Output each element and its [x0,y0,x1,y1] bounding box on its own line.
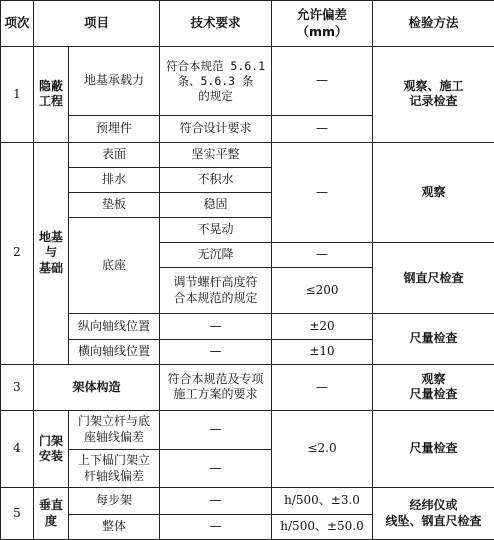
seq-cell: 5 [1,488,34,540]
method-cell: 尺量检查 [373,410,494,488]
requirement-cell: — [160,410,272,449]
seq-cell: 2 [1,142,34,364]
requirement-cell: 不晃动 [160,218,272,243]
requirement-cell: 符合本规范 5.6.1 条、5.6.3 条 的规定 [160,47,272,116]
item-cell: 底座 [69,218,160,314]
item-cell: 门架立杆与底 座轴线偏差 [69,410,160,449]
header-tolerance: 允许偏差 （mm） [272,1,373,47]
header-item: 项目 [34,1,160,47]
tolerance-cell: ±20 [272,314,373,339]
table-row [1,410,494,449]
header-row [1,1,494,47]
tolerance-cell: — [272,47,373,116]
table-row [1,47,494,116]
tolerance-cell: — [272,142,373,243]
item-cell: 横向轴线位置 [69,339,160,364]
item-cell: 预埋件 [69,116,160,142]
requirement-cell: 不积水 [160,167,272,192]
item-cell: 地基承载力 [69,47,160,116]
tolerance-cell: h/500、±50.0 [272,514,373,539]
table-row [1,488,494,514]
item-cell: 架体构造 [34,364,160,410]
requirement-cell: — [160,514,272,539]
tolerance-cell: h/500、±3.0 [272,488,373,514]
item-cell: 排水 [69,167,160,192]
item-cell: 整体 [69,514,160,539]
method-cell: 经纬仪或 线坠、钢直尺检查 [373,488,494,540]
group-cell: 隐蔽 工程 [34,47,69,142]
requirement-cell: 调节螺杆高度符 合本规范的规定 [160,268,272,314]
tolerance-cell: — [272,243,373,268]
requirement-cell: 符合设计要求 [160,116,272,142]
item-cell: 每步架 [69,488,160,514]
table-row [1,142,494,167]
tolerance-cell: — [272,116,373,142]
item-cell: 表面 [69,142,160,167]
requirement-cell: 坚实平整 [160,142,272,167]
seq-cell: 3 [1,364,34,410]
tolerance-cell: ±10 [272,339,373,364]
header-seq: 项次 [1,1,34,47]
table-row [1,364,494,410]
requirement-cell: 稳固 [160,192,272,217]
item-cell: 纵向轴线位置 [69,314,160,339]
requirement-cell: — [160,339,272,364]
table-row [1,314,494,339]
tolerance-cell: — [272,364,373,410]
requirement-cell: — [160,314,272,339]
item-cell: 上下榀门架立 杆轴线偏差 [69,449,160,488]
header-method: 检验方法 [373,1,494,47]
method-cell: 钢直尺检查 [373,243,494,314]
requirement-cell: 符合本规范及专项 施工方案的要求 [160,364,272,410]
header-requirement: 技术要求 [160,1,272,47]
requirement-cell: 无沉降 [160,243,272,268]
tolerance-cell: ≤200 [272,268,373,314]
group-cell: 垂直 度 [34,488,69,540]
method-cell: 尺量检查 [373,314,494,364]
method-cell: 观察 尺量检查 [373,364,494,410]
method-cell: 观察 [373,142,494,243]
method-cell: 观察、施工 记录检查 [373,47,494,142]
seq-cell: 4 [1,410,34,488]
group-cell: 门架 安装 [34,410,69,488]
tolerance-cell: ≤2.0 [272,410,373,488]
requirement-cell: — [160,488,272,514]
requirement-cell: — [160,449,272,488]
item-cell: 垫板 [69,192,160,217]
seq-cell: 1 [1,47,34,142]
group-cell: 地基 与 基础 [34,142,69,364]
